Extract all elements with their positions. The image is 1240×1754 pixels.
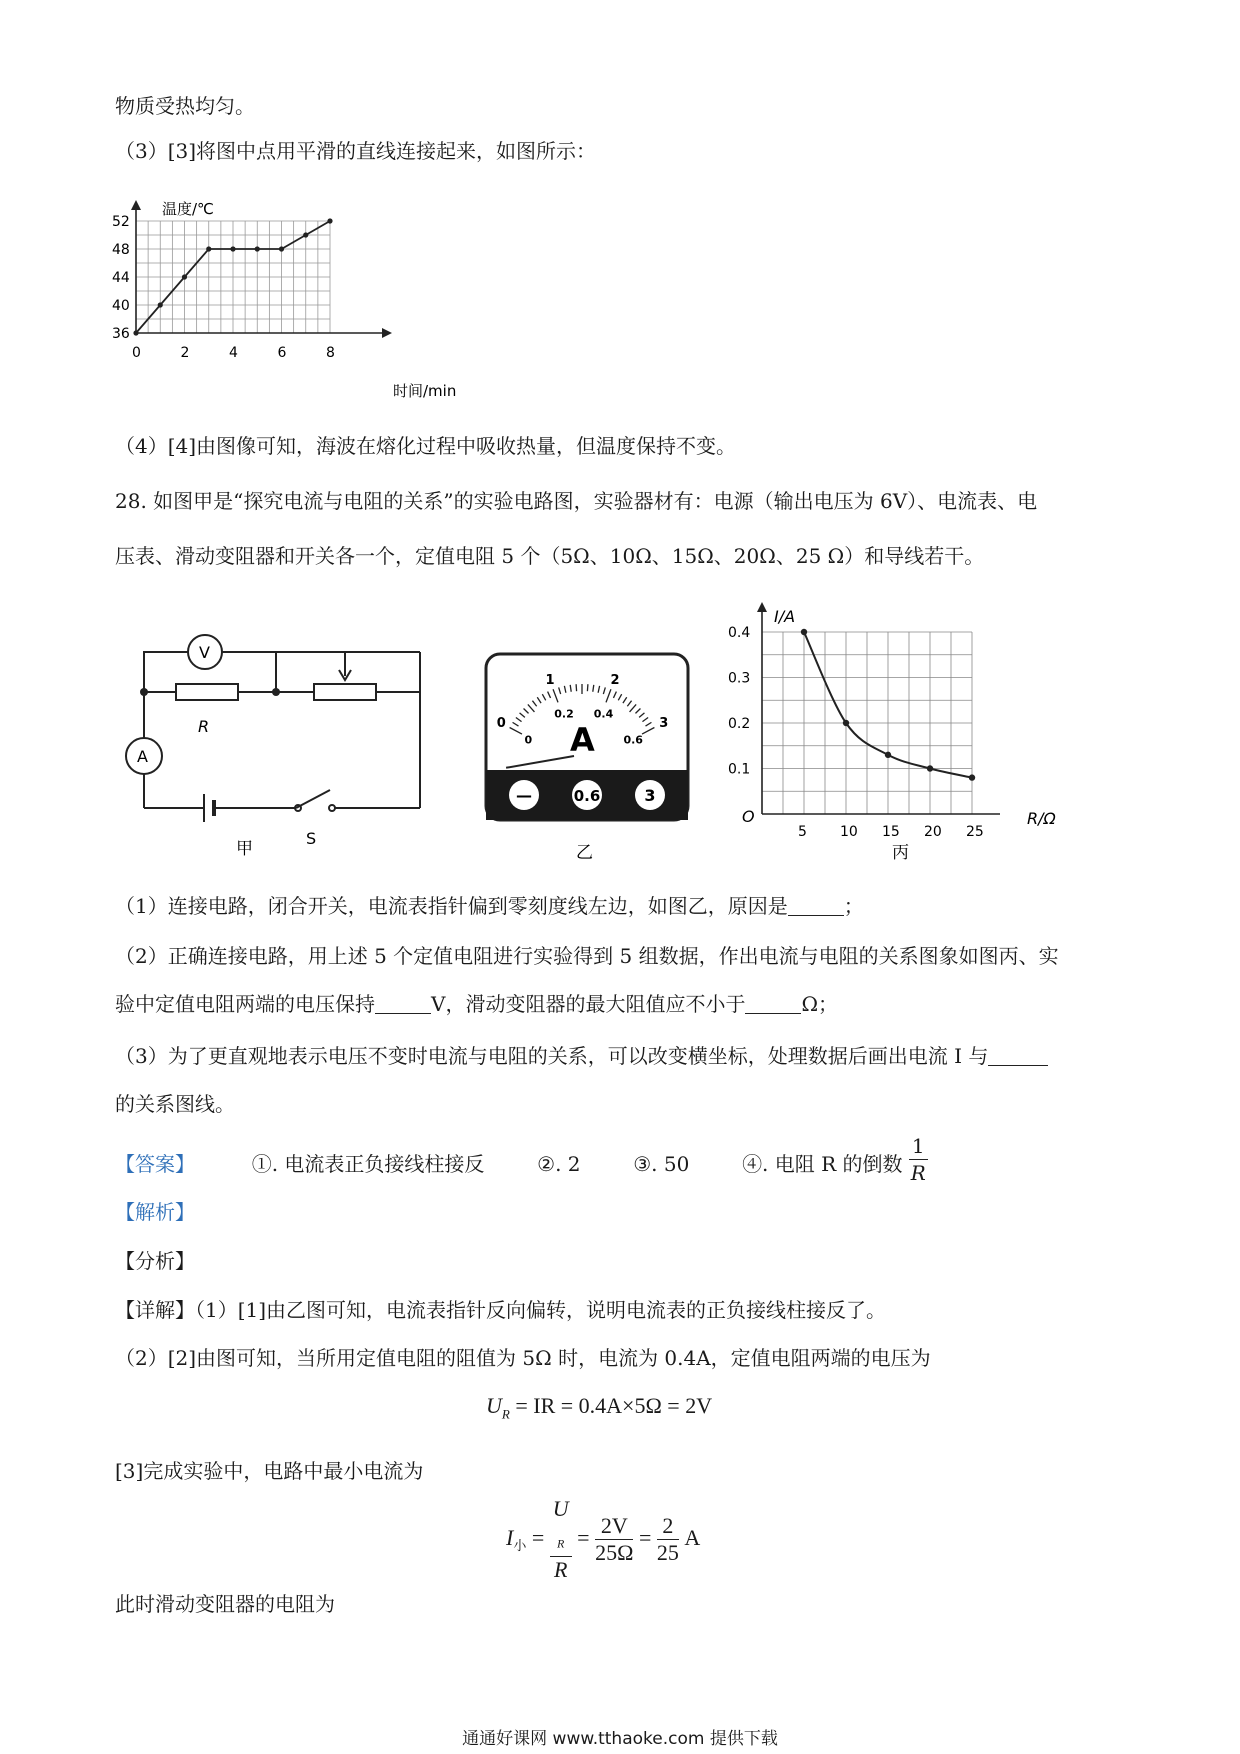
- scale-top-label: 3: [659, 715, 669, 731]
- data-point: [230, 246, 235, 251]
- resistor-symbol: [176, 684, 238, 700]
- scale-tick: [576, 684, 577, 691]
- temperature-time-graph: [110, 200, 470, 410]
- data-point: [303, 232, 308, 237]
- question-28-line-1: 28. 如图甲是“探究电流与电阻的关系”的实验电路图，实验器材有：电源（输出电压为 6V）、电流表、电: [115, 489, 1038, 513]
- sub-question-1: （1）连接电路，闭合开关，电流表指针偏到零刻度线左边，如图乙，原因是 ；: [115, 894, 864, 918]
- x-axis-label: R/Ω: [1027, 809, 1056, 828]
- text-line: （3）[3]将图中点用平滑的直线连接起来，如图所示：: [115, 139, 597, 163]
- ammeter-label: A: [137, 747, 148, 766]
- y-tick-label: 48: [112, 242, 130, 258]
- question-28-line-2: 压表、滑动变阻器和开关各一个，定值电阻 5 个（5Ω、10Ω、15Ω、20Ω、25 Ω）和导线若干。: [115, 544, 985, 568]
- x-tick-label: 4: [229, 345, 238, 361]
- answer-2: ②. 2: [537, 1152, 581, 1176]
- terminal-3: 3: [644, 786, 656, 805]
- reciprocal-fraction: $\frac{1}{R}$: [910, 1134, 926, 1185]
- y-tick-label: 0.2: [728, 716, 751, 732]
- detail-line-4: 此时滑动变阻器的电阻为: [115, 1592, 335, 1616]
- terminals: [509, 780, 665, 810]
- y-tick-label: 36: [112, 326, 130, 342]
- y-tick-label: 0.3: [728, 670, 751, 687]
- sub-question-2-line-1: （2）正确连接电路，用上述 5 个定值电阻进行实验得到 5 组数据，作出电流与电阻的关系图象如图丙、实: [115, 944, 1059, 968]
- x-tick-label: 10: [840, 824, 858, 840]
- data-point: [182, 274, 187, 279]
- equation-voltage: $U_R$ = IR = 0.4A×5Ω = 2V: [486, 1393, 713, 1422]
- data-point: [801, 629, 807, 635]
- current-resistance-graph: [722, 600, 1072, 870]
- answer-1: ①. 电流表正负接线柱接反: [251, 1152, 485, 1176]
- x-tick-label: 20: [924, 824, 942, 840]
- x-tick-label: 2: [180, 345, 190, 361]
- x-tick-label: 15: [882, 824, 900, 840]
- x-tick-label: 8: [326, 345, 335, 361]
- sub-question-2-line-2: 验中定值电阻两端的电压保持 V，滑动变阻器的最大阻值应不小于 Ω；: [115, 992, 839, 1016]
- x-tick-label: 25: [966, 824, 984, 840]
- rheostat-symbol: [314, 684, 376, 700]
- detail-line-2: （2）[2]由图可知，当所用定值电阻的阻值为 5Ω 时，电流为 0.4A，定值电阻两端的电压为: [115, 1346, 931, 1370]
- answer-blank[interactable]: [375, 993, 431, 1014]
- text-line: （4）[4]由图像可知，海波在熔化过程中吸收热量，但温度保持不变。: [115, 434, 737, 458]
- x-tick-label: 5: [798, 824, 807, 840]
- resistor-label: R: [198, 717, 210, 736]
- terminal-0-6: 0.6: [573, 787, 601, 805]
- data-point: [158, 302, 163, 307]
- ammeter-dial: [482, 650, 692, 870]
- detail-line-1: 【详解】（1）[1]由乙图可知，电流表指针反向偏转，说明电流表的正负接线柱接反了。: [115, 1298, 887, 1322]
- y-axis-label: I/A: [774, 607, 796, 626]
- answer-row: [115, 1134, 928, 1186]
- footer: 通通好课网 www.tthaoke.com 提供下载: [462, 1729, 778, 1749]
- data-point: [206, 246, 211, 251]
- analysis-heading: 【分析】: [115, 1249, 195, 1273]
- y-axis-label: 温度/℃: [162, 200, 214, 218]
- answer-blank[interactable]: [788, 895, 844, 916]
- sub-question-3-line-2: 的关系图线。: [115, 1092, 235, 1116]
- scale-bottom-label: 0: [524, 733, 533, 747]
- data-point: [327, 218, 332, 223]
- x-tick-label: 6: [277, 345, 287, 361]
- origin-label: O: [742, 807, 755, 826]
- x-axis-arrow: [382, 328, 392, 338]
- answer-3: ③. 50: [633, 1152, 690, 1176]
- ammeter-symbol-label: A: [570, 721, 595, 759]
- answer-4: ④. 电阻 R 的倒数: [742, 1152, 903, 1176]
- sub-question-3-line-1: （3）为了更直观地表示电压不变时电流与电阻的关系，可以改变横坐标，处理数据后画出电流 I 与: [115, 1042, 1048, 1070]
- y-tick-label: 0.1: [728, 761, 751, 778]
- text-line: 物质受热均匀。: [115, 94, 255, 118]
- y-axis-arrow: [131, 200, 141, 210]
- scale-bottom-label: 0.6: [623, 733, 643, 747]
- scale-top-label: 0: [496, 715, 506, 731]
- switch-label: S: [306, 829, 317, 848]
- answer-blank[interactable]: [745, 993, 801, 1014]
- circuit-diagram: [118, 630, 438, 870]
- answer-tag: 【答案】: [115, 1152, 195, 1176]
- x-tick-label: 0: [132, 345, 141, 361]
- y-axis-arrow: [757, 602, 767, 612]
- y-tick-label: 44: [112, 270, 130, 286]
- data-point: [843, 720, 849, 726]
- data-point: [279, 246, 284, 251]
- y-tick-label: 40: [112, 298, 130, 314]
- equation-min-current: $I_小$ = U $_R$ R = $\frac{2V}{25\Omega}$ = $\frac{2}{25}$ A: [506, 1496, 701, 1583]
- scale-bottom-label: 0.2: [554, 707, 574, 721]
- data-point: [133, 330, 138, 335]
- y-tick-label: 52: [112, 214, 130, 230]
- terminal-negative: —: [516, 786, 532, 805]
- data-point: [885, 752, 891, 758]
- scale-bottom-label: 0.4: [593, 707, 614, 721]
- data-point: [927, 765, 933, 771]
- detail-line-3: [3]完成实验中，电路中最小电流为: [115, 1459, 424, 1483]
- answer-blank[interactable]: [988, 1045, 1048, 1066]
- scale-top-label: 2: [610, 672, 620, 688]
- voltmeter-label: V: [199, 643, 210, 662]
- figure-caption-bing: 丙: [892, 843, 909, 863]
- scale-tick: [587, 684, 588, 691]
- scale-top-label: 1: [545, 672, 555, 688]
- analysis-tag: 【解析】: [115, 1200, 195, 1224]
- data-point: [255, 246, 260, 251]
- y-tick-label: 0.4: [728, 625, 751, 641]
- figure-caption-yi: 乙: [576, 843, 593, 863]
- x-axis-label: 时间/min: [393, 382, 457, 400]
- figure-caption-jia: 甲: [236, 839, 253, 859]
- data-point: [969, 774, 975, 780]
